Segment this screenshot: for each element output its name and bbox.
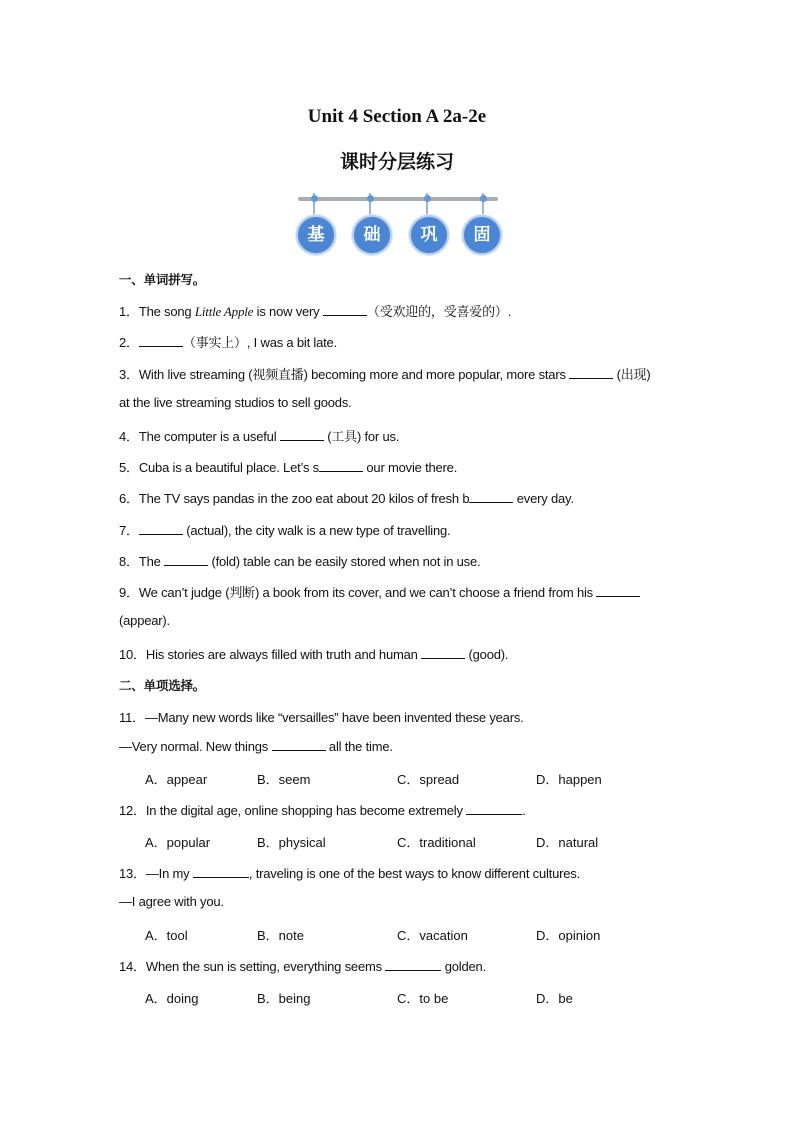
- option-a[interactable]: A．appear: [145, 772, 208, 787]
- banner-char-4: 固: [462, 215, 502, 255]
- option-c[interactable]: C．traditional: [397, 835, 476, 850]
- question-text: The: [138, 554, 165, 569]
- question-number: 3．: [119, 367, 139, 382]
- banner-char-1: 基: [296, 215, 336, 255]
- answer-blank[interactable]: [319, 459, 363, 472]
- question-text: His stories are always filled with truth and human: [145, 647, 422, 662]
- question-11-continued: [119, 738, 393, 754]
- question-text: (actual), the city walk is a new type of travelling.: [182, 523, 451, 538]
- question-italic: Little Apple: [194, 304, 254, 319]
- question-6: [119, 488, 574, 507]
- question-number: 1．: [119, 304, 139, 319]
- question-number: 13．: [119, 866, 146, 881]
- question-number: 4．: [119, 429, 139, 444]
- answer-blank[interactable]: [272, 738, 326, 751]
- question-12: [119, 800, 526, 819]
- question-number: 11．: [119, 710, 145, 725]
- option-d[interactable]: D．natural: [536, 835, 599, 850]
- option-a[interactable]: A．popular: [145, 835, 211, 850]
- option-b[interactable]: B．physical: [257, 835, 326, 850]
- question-7: [119, 520, 450, 539]
- question-hint: （事实上）: [182, 335, 247, 350]
- question-text: When the sun is setting, everything seems: [145, 959, 386, 974]
- question-2: [119, 332, 337, 351]
- option-c[interactable]: C．vacation: [397, 928, 468, 943]
- question-9-continued: (appear).: [119, 613, 170, 628]
- question-14: [119, 956, 486, 975]
- answer-blank[interactable]: [280, 428, 324, 441]
- answer-blank[interactable]: [569, 366, 613, 379]
- banner-dot: [367, 195, 374, 202]
- answer-blank[interactable]: [139, 334, 183, 347]
- option-b[interactable]: B．being: [257, 991, 311, 1006]
- question-text: —Very normal. New things: [119, 739, 272, 754]
- answer-blank[interactable]: [596, 584, 640, 597]
- question-13: [119, 863, 580, 882]
- answer-blank[interactable]: [466, 802, 522, 815]
- option-b[interactable]: B．seem: [257, 772, 311, 787]
- question-number: 7．: [119, 523, 139, 538]
- question-3: [119, 364, 650, 383]
- question-text: golden.: [441, 959, 486, 974]
- answer-blank[interactable]: [421, 646, 465, 659]
- question-13-continued: —I agree with you.: [119, 894, 224, 909]
- answer-blank[interactable]: [385, 958, 441, 971]
- banner-dot: [311, 195, 318, 202]
- question-text: (fold) table can be easily stored when not in use.: [208, 554, 481, 569]
- question-number: 9．: [119, 585, 139, 600]
- question-number: 8．: [119, 554, 139, 569]
- question-11: [119, 707, 524, 726]
- question-number: 5．: [119, 460, 139, 475]
- question-text: With live streaming (视频直播) becoming more and more popular, more stars: [138, 367, 570, 382]
- question-number: 2．: [119, 335, 139, 350]
- option-c[interactable]: C．to be: [397, 991, 449, 1006]
- answer-blank[interactable]: [164, 553, 208, 566]
- question-text: Cuba is a beautiful place. Let’s s: [138, 460, 319, 475]
- question-text: —Many new words like “versailles” have been invented these years.: [144, 710, 524, 725]
- question-hint: （受欢迎的，受喜爱的）.: [366, 304, 512, 319]
- page-title: Unit 4 Section A 2a-2e: [307, 106, 487, 127]
- section-heading-spelling: 一、单词拼写。: [119, 272, 206, 287]
- question-3-continued: at the live streaming studios to sell goods.: [119, 395, 352, 410]
- question-9: [119, 582, 640, 601]
- option-b[interactable]: B．note: [257, 928, 304, 943]
- answer-blank[interactable]: [469, 490, 513, 503]
- question-text: every day.: [513, 491, 574, 506]
- banner-char-3: 巩: [409, 215, 449, 255]
- option-a[interactable]: A．tool: [145, 928, 188, 943]
- question-text: —In my: [145, 866, 193, 881]
- question-4: [119, 426, 399, 445]
- question-10: [119, 644, 508, 663]
- question-text: (good).: [465, 647, 509, 662]
- question-text: , I was a bit late.: [246, 335, 337, 350]
- question-text: The song: [138, 304, 195, 319]
- banner-bar: [298, 197, 498, 201]
- question-hint: (出现): [613, 367, 651, 382]
- answer-blank[interactable]: [323, 303, 367, 316]
- option-a[interactable]: A．doing: [145, 991, 199, 1006]
- question-number: 6．: [119, 491, 139, 506]
- section-banner: [296, 193, 502, 255]
- question-text: , traveling is one of the best ways to know different cultures.: [248, 866, 580, 881]
- banner-char-2: 础: [352, 215, 392, 255]
- option-d[interactable]: D．opinion: [536, 928, 601, 943]
- answer-blank[interactable]: [193, 865, 249, 878]
- option-d[interactable]: D．happen: [536, 772, 602, 787]
- question-text: (工具) for us.: [323, 429, 400, 444]
- question-number: 14．: [119, 959, 146, 974]
- question-number: 10．: [119, 647, 146, 662]
- question-8: [119, 551, 480, 570]
- banner-dot: [424, 195, 431, 202]
- option-c[interactable]: C．spread: [397, 772, 460, 787]
- section-heading-choice: 二、单项选择。: [119, 678, 206, 693]
- question-number: 12．: [119, 803, 146, 818]
- question-text: our movie there.: [362, 460, 458, 475]
- page-subtitle: 课时分层练习: [339, 151, 454, 173]
- question-text: all the time.: [325, 739, 393, 754]
- option-d[interactable]: D．be: [536, 991, 573, 1006]
- question-5: [119, 457, 457, 476]
- question-text: The TV says pandas in the zoo eat about 20 kilos of fresh b: [138, 491, 470, 506]
- answer-blank[interactable]: [139, 522, 183, 535]
- question-text: .: [522, 803, 526, 818]
- question-1: [119, 301, 511, 320]
- question-text: The computer is a useful: [138, 429, 280, 444]
- question-text: We can’t judge (判断) a book from its cover, and we can’t choose a friend from his: [138, 585, 597, 600]
- question-text: In the digital age, online shopping has become extremely: [145, 803, 467, 818]
- banner-dot: [480, 195, 487, 202]
- question-text: is now very: [253, 304, 323, 319]
